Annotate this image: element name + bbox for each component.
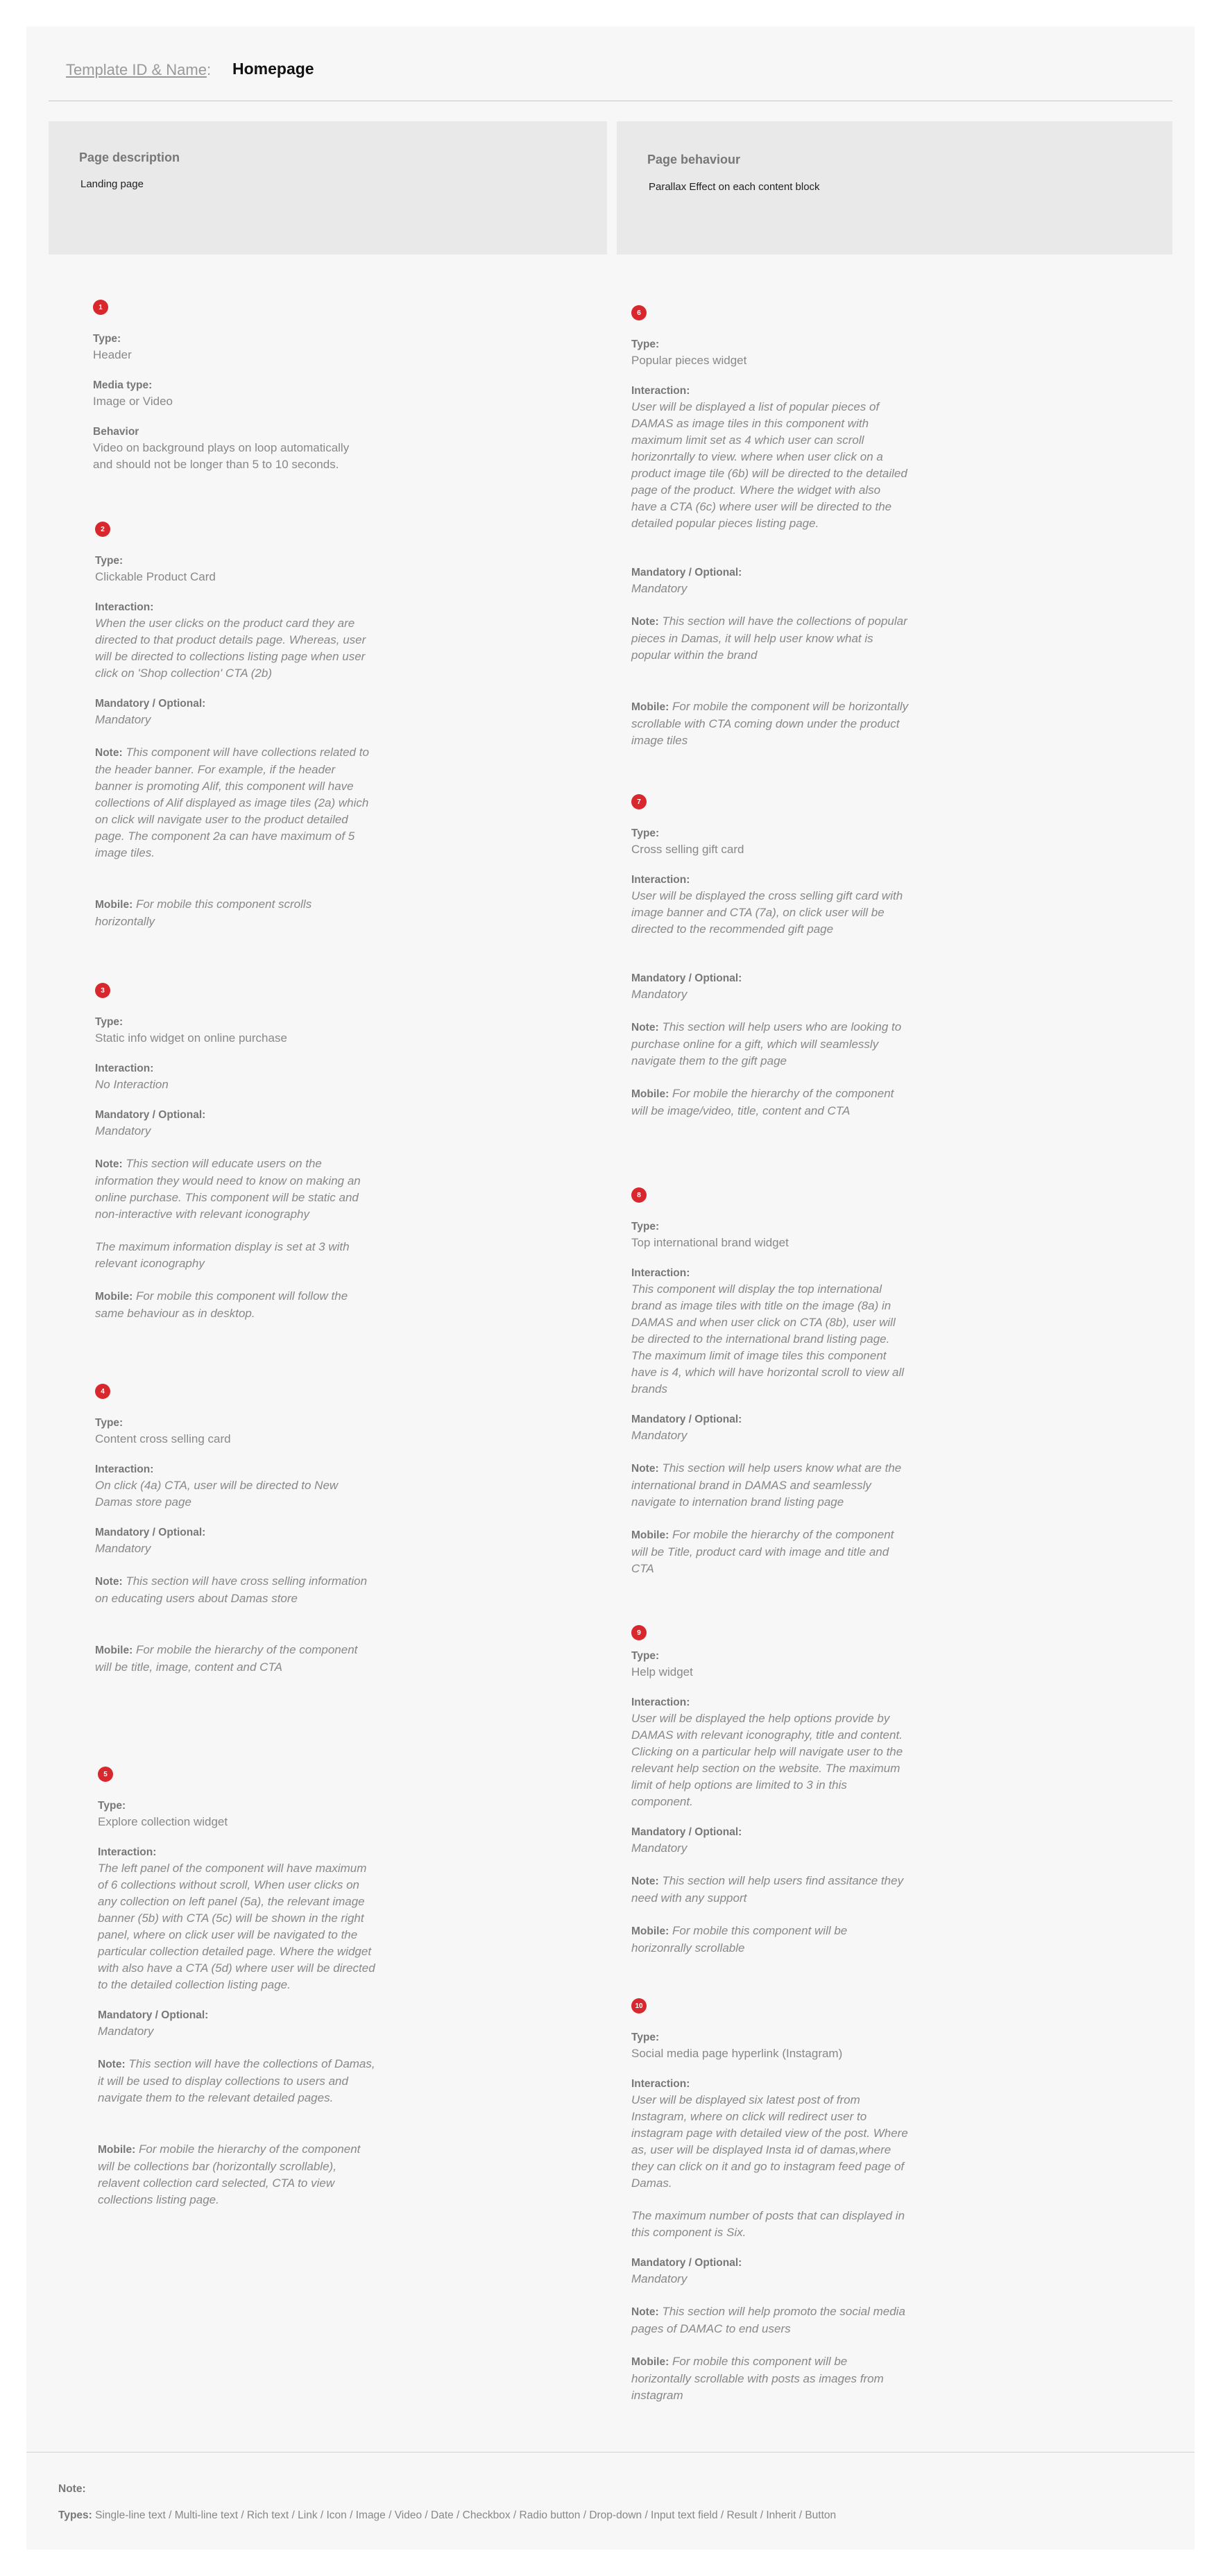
- page-behaviour-panel: [617, 121, 1172, 255]
- note-value: This section will help promoto the social media pages of DAMAC to end users: [631, 2305, 905, 2335]
- section-number-badge: 3: [95, 983, 110, 998]
- section-6-popular-pieces: [631, 305, 909, 765]
- media-type-label: Media type:: [93, 379, 153, 391]
- type-value: Static info widget on online purchase: [95, 1031, 287, 1045]
- interaction-value: User will be displayed the help options provide by DAMAS with relevant iconography, title and content. Clicking on a particular help will navigate user to the relevant help section on the website. The maximum limit of help options are limited to 3 in this component.: [631, 1712, 903, 1808]
- mobile-text: [95, 1288, 373, 1322]
- note-label: Note:: [631, 1463, 659, 1475]
- note-value: This section will educate users on the information they would need to know on making an online purchase. This component will be static and non-interactive with relevant iconography: [95, 1157, 361, 1221]
- interaction-value: This component will display the top international brand as image tiles with title on the image (8a) in DAMAS and when user click on CTA (8b), user will be directed to the international brand listing page. The maximum limit of image tiles this component have is 4, which will have horizontal scroll to view all brands: [631, 1282, 905, 1396]
- mandatory-value: Mandatory: [631, 1429, 688, 1442]
- type-label: Type:: [95, 1016, 123, 1028]
- type-value: Cross selling gift card: [631, 843, 744, 856]
- note-value: This component will have collections related to the header banner. For example, if the header banner is promoting Alif, this component will have collections of Alif displayed as image tiles (2a) which on click will navigate user to the product detailed page. The component 2a can have maximum of 5 image tiles.: [95, 746, 369, 859]
- note-text-secondary: The maximum information display is set at 3 with relevant iconography: [95, 1240, 350, 1270]
- mobile-label: Mobile:: [631, 701, 669, 713]
- page-description-panel: [49, 121, 607, 255]
- mandatory-label: Mandatory / Optional:: [95, 698, 206, 710]
- page-description-heading: Page description: [79, 151, 180, 164]
- mandatory-label: Mandatory / Optional:: [631, 2257, 742, 2269]
- page-behaviour-value: Parallax Effect on each content block: [649, 181, 820, 193]
- note-label: Note:: [631, 616, 659, 628]
- note-text: [631, 1019, 909, 1070]
- type-value: Social media page hyperlink (Instagram): [631, 2047, 843, 2060]
- note-label: Note:: [631, 1022, 659, 1033]
- note-label: Note:: [95, 1158, 123, 1170]
- template-sheet: [26, 26, 1195, 2550]
- type-label: Type:: [98, 1800, 126, 1812]
- mobile-label: Mobile:: [631, 1529, 669, 1541]
- mobile-value: For mobile the hierarchy of the component will be collections bar (horizontally scrollable), relavent collection card selected, CTA to view collections listing page.: [98, 2143, 361, 2206]
- type-label: Type:: [631, 1650, 660, 1662]
- section-number-badge: 10: [631, 1998, 647, 2013]
- note-value: This section will help users find assitance they need with any support: [631, 1874, 904, 1905]
- note-label: Note:: [95, 1576, 123, 1588]
- interaction-value: User will be displayed a list of popular pieces of DAMAS as image tiles in this component with maximum limit set as 4 which user can scroll horizonrtally to view. where when user click on a product image tile (6b) will be directed to the detailed page of the product. Where the widget with also have a CTA (6c) where user will be directed to the detailed popular pieces listing page.: [631, 400, 907, 530]
- header-separator: :: [206, 61, 212, 78]
- behavior-label: Behavior: [93, 426, 139, 438]
- type-value: Top international brand widget: [631, 1236, 789, 1249]
- page-description-value: Landing page: [80, 178, 144, 190]
- section-7-cross-selling-gift-card: [631, 794, 909, 1135]
- mandatory-label: Mandatory / Optional:: [95, 1109, 206, 1121]
- mobile-label: Mobile:: [98, 2144, 136, 2156]
- interaction-value: No Interaction: [95, 1078, 169, 1091]
- type-value: Help widget: [631, 1665, 693, 1678]
- page-title: Homepage: [232, 60, 314, 78]
- interaction-label: Interaction:: [98, 1846, 157, 1858]
- mandatory-label: Mandatory / Optional:: [631, 567, 742, 578]
- note-label: Note:: [98, 2059, 126, 2070]
- type-value: Header: [93, 348, 132, 361]
- mandatory-value: Mandatory: [631, 582, 688, 595]
- mandatory-value: Mandatory: [631, 1841, 688, 1855]
- type-label: Type:: [95, 555, 123, 567]
- mandatory-value: Mandatory: [631, 2272, 688, 2285]
- mobile-value: For mobile the hierarchy of the component will be Title, product card with image and title and CTA: [631, 1528, 894, 1575]
- type-value: Popular pieces widget: [631, 354, 747, 367]
- section-5-explore-collection: [98, 1767, 375, 2224]
- note-label: Note:: [631, 2306, 659, 2318]
- type-value: Explore collection widget: [98, 1815, 228, 1828]
- note-label: Note:: [95, 747, 123, 759]
- section-9-help-widget: [631, 1625, 909, 1973]
- note-label: Note:: [631, 1875, 659, 1887]
- mobile-text: [631, 1527, 909, 1577]
- interaction-label: Interaction:: [95, 601, 154, 613]
- note-value: This section will help users who are looking to purchase online for a gift, which will seamlessly navigate them to the gift page: [631, 1020, 902, 1067]
- mandatory-value: Mandatory: [95, 713, 151, 726]
- mobile-text: [98, 2141, 375, 2208]
- mobile-value: For mobile the hierarchy of the component will be image/video, title, content and CTA: [631, 1087, 894, 1117]
- section-number-badge: 9: [631, 1625, 647, 1640]
- interaction-label: Interaction:: [631, 2078, 690, 2090]
- mobile-label: Mobile:: [631, 1925, 669, 1937]
- media-type-value: Image or Video: [93, 395, 173, 408]
- note-value: This section will help users know what are the international brand in DAMAS and seamlessly navigate to internation brand listing page: [631, 1461, 902, 1509]
- note-text: [95, 1573, 373, 1607]
- section-3-static-info-widget: [95, 983, 373, 1338]
- footer-divider: [26, 2452, 1195, 2453]
- interaction-value: The left panel of the component will have maximum of 6 collections without scroll, When user clicks on any collection on left panel (5a), the relevant image banner (5b) with CTA (5c) will be shown in the right panel, where on click user will be navigated to the particular collection detailed page. Where the widget with also have a CTA (5d) where user will be directed to the detailed collection listing page.: [98, 1862, 375, 1991]
- note-text: [631, 1873, 909, 1907]
- page-behaviour-heading: Page behaviour: [647, 153, 741, 166]
- behavior-value: Video on background plays on loop automatically and should not be longer than 5 to 10 seconds.: [93, 441, 350, 471]
- section-number-badge: 7: [631, 794, 647, 809]
- section-number-badge: 8: [631, 1187, 647, 1203]
- mobile-value: For mobile this component will follow the same behaviour as in desktop.: [95, 1289, 348, 1320]
- section-1-header: [93, 300, 370, 489]
- mobile-text: [95, 896, 373, 930]
- note-value: This section will have cross selling information on educating users about Damas store: [95, 1574, 368, 1605]
- mandatory-label: Mandatory / Optional:: [98, 2009, 209, 2021]
- type-label: Type:: [631, 827, 660, 839]
- mandatory-value: Mandatory: [98, 2025, 154, 2038]
- mandatory-label: Mandatory / Optional:: [631, 1826, 742, 1838]
- mobile-text: [631, 698, 909, 749]
- mobile-value: For mobile this component will be horizonrally scrollable: [631, 1924, 848, 1955]
- mobile-text: [95, 1642, 373, 1676]
- interaction-label: Interaction:: [95, 1063, 154, 1074]
- section-8-top-international-brand: [631, 1187, 909, 1593]
- mobile-value: For mobile the component will be horizontally scrollable with CTA coming down under the product image tiles: [631, 700, 909, 747]
- type-label: Type:: [93, 333, 121, 345]
- interaction-value: User will be displayed six latest post of from Instagram, where on click will redirect user to instagram page with detailed view of the post. Where as, user will be displayed Insta id of damas,where they can click on it and go to instagram feed page of Damas.: [631, 2093, 908, 2190]
- mobile-label: Mobile:: [95, 1645, 133, 1656]
- interaction-label: Interaction:: [631, 1697, 690, 1708]
- type-label: Type:: [95, 1417, 123, 1429]
- note-text: [98, 2056, 375, 2106]
- section-4-content-cross-selling: [95, 1384, 373, 1692]
- mandatory-value: Mandatory: [95, 1542, 151, 1555]
- mandatory-label: Mandatory / Optional:: [631, 972, 742, 984]
- mobile-label: Mobile:: [95, 899, 133, 911]
- template-header: [66, 60, 314, 79]
- section-2-clickable-product-card: [95, 522, 373, 946]
- interaction-label: Interaction:: [631, 874, 690, 886]
- note-text: [631, 2303, 909, 2337]
- interaction-label: Interaction:: [631, 1267, 690, 1279]
- mobile-value: For mobile the hierarchy of the component will be title, image, content and CTA: [95, 1643, 358, 1674]
- mobile-text: [631, 1085, 909, 1119]
- footer-types: [58, 2509, 836, 2522]
- type-label: Type:: [631, 2032, 660, 2043]
- mobile-value: For mobile this component scrolls horizontally: [95, 898, 312, 928]
- mobile-text: [631, 1923, 909, 1957]
- note-value: This section will have the collections of popular pieces in Damas, it will help user know what is popular within the brand: [631, 615, 907, 662]
- type-label: Type:: [631, 1221, 660, 1233]
- mobile-label: Mobile:: [631, 1088, 669, 1100]
- mandatory-label: Mandatory / Optional:: [631, 1414, 742, 1425]
- type-value: Content cross selling card: [95, 1432, 231, 1445]
- interaction-value: On click (4a) CTA, user will be directed to New Damas store page: [95, 1479, 339, 1509]
- section-number-badge: 2: [95, 522, 110, 537]
- mandatory-value: Mandatory: [631, 988, 688, 1001]
- section-number-badge: 6: [631, 305, 647, 320]
- section-number-badge: 4: [95, 1384, 110, 1399]
- section-number-badge: 5: [98, 1767, 113, 1782]
- note-value: This section will have the collections of Damas, it will be used to display collections to users and navigate them to the relevant detailed pages.: [98, 2057, 375, 2104]
- mandatory-label: Mandatory / Optional:: [95, 1527, 206, 1538]
- mobile-label: Mobile:: [95, 1291, 133, 1303]
- note-text: [95, 1156, 373, 1223]
- section-number-badge: 1: [93, 300, 108, 315]
- mandatory-value: Mandatory: [95, 1124, 151, 1137]
- interaction-label: Interaction:: [95, 1463, 154, 1475]
- type-value: Clickable Product Card: [95, 570, 216, 583]
- interaction-value: When the user clicks on the product card they are directed to that product details page. Whereas, user will be directed to collections listing page when user click on 'Shop collection' CTA (2b): [95, 617, 366, 680]
- interaction-value: User will be displayed the cross selling gift card with image banner and CTA (7a), on click user will be directed to the recommended gift page: [631, 889, 903, 936]
- interaction-value-secondary: The maximum number of posts that can displayed in this component is Six.: [631, 2209, 905, 2239]
- note-text: [95, 744, 373, 861]
- section-10-social-media-instagram: [631, 1998, 909, 2420]
- template-id-label: Template ID & Name: [66, 61, 207, 78]
- footer-types-value: Single-line text / Multi-line text / Rich text / Link / Icon / Image / Video / Date / Checkbox / Radio button / Drop-down / Input text field / Result / Inherit / Button: [95, 2509, 837, 2521]
- note-text: [631, 1460, 909, 1511]
- footer-types-label: Types:: [58, 2509, 92, 2521]
- mobile-text: [631, 2353, 909, 2404]
- type-label: Type:: [631, 338, 660, 350]
- footer-note-label: Note:: [58, 2483, 86, 2495]
- note-text: [631, 613, 909, 664]
- interaction-label: Interaction:: [631, 385, 690, 397]
- mobile-label: Mobile:: [631, 2356, 669, 2368]
- mobile-value: For mobile this component will be horizontally scrollable with posts as images from instagram: [631, 2355, 884, 2402]
